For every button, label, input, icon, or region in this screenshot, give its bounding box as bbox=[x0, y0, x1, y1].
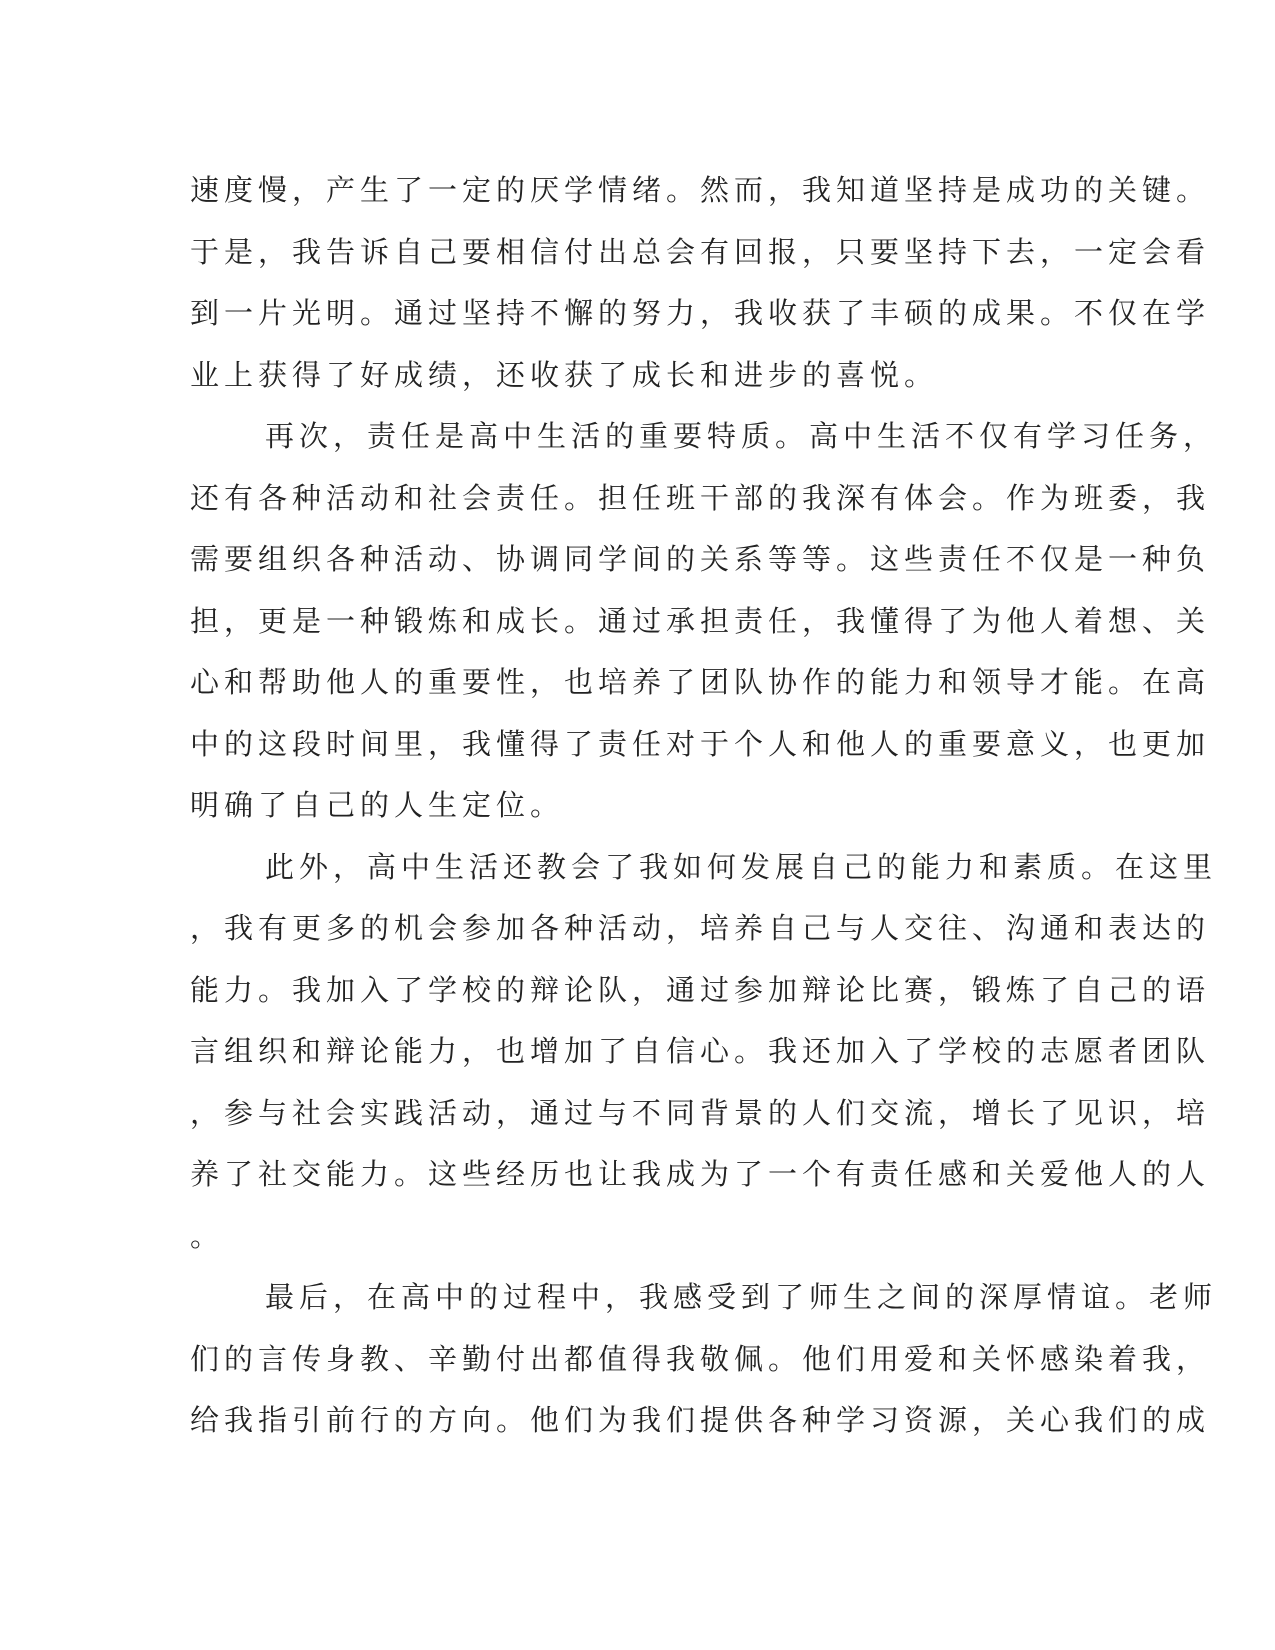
text-line: 到一片光明。通过坚持不懈的努力，我收获了丰硕的成果。不仅在学 bbox=[190, 296, 1211, 330]
paragraph-first-line: 再次，责任是高中生活的重要特质。高中生活不仅有学习任务， bbox=[265, 419, 1218, 453]
text-line: 于是，我告诉自己要相信付出总会有回报，只要坚持下去，一定会看 bbox=[190, 234, 1211, 269]
text-line: 速度慢，产生了一定的厌学情绪。然而，我知道坚持是成功的关键。 bbox=[190, 173, 1211, 207]
paragraph-first-line: 最后，在高中的过程中，我感受到了师生之间的深厚情谊。老师 bbox=[265, 1280, 1218, 1314]
text-line: ，我有更多的机会参加各种活动，培养自己与人交往、沟通和表达的 bbox=[190, 911, 1211, 945]
text-line: 需要组织各种活动、协调同学间的关系等等。这些责任不仅是一种负 bbox=[190, 542, 1211, 576]
text-line: 养了社交能力。这些经历也让我成为了一个有责任感和关爱他人的人 bbox=[190, 1157, 1211, 1191]
text-line: ，参与社会实践活动，通过与不同背景的人们交流，增长了见识，培 bbox=[190, 1095, 1211, 1130]
text-line: 能力。我加入了学校的辩论队，通过参加辩论比赛，锻炼了自己的语 bbox=[190, 972, 1211, 1007]
text-line: 担，更是一种锻炼和成长。通过承担责任，我懂得了为他人着想、关 bbox=[190, 603, 1211, 638]
body-text bbox=[190, 160, 1218, 1452]
text-line: 还有各种活动和社会责任。担任班干部的我深有体会。作为班委，我 bbox=[190, 480, 1211, 515]
text-line: 给我指引前行的方向。他们为我们提供各种学习资源，关心我们的成 bbox=[190, 1403, 1211, 1437]
text-line: 心和帮助他人的重要性，也培养了团队协作的能力和领导才能。在高 bbox=[190, 665, 1211, 699]
text-line: 中的这段时间里，我懂得了责任对于个人和他人的重要意义，也更加 bbox=[190, 726, 1211, 761]
text-line: 们的言传身教、辛勤付出都值得我敬佩。他们用爱和关怀感染着我， bbox=[190, 1341, 1211, 1376]
text-line: 明确了自己的人生定位。 bbox=[190, 788, 565, 822]
text-line: 业上获得了好成绩，还收获了成长和进步的喜悦。 bbox=[190, 357, 939, 392]
paragraph-first-line: 此外，高中生活还教会了我如何发展自己的能力和素质。在这里 bbox=[265, 849, 1218, 884]
text-line: 。 bbox=[190, 1218, 225, 1253]
text-line: 言组织和辩论能力，也增加了自信心。我还加入了学校的志愿者团队 bbox=[190, 1034, 1211, 1068]
